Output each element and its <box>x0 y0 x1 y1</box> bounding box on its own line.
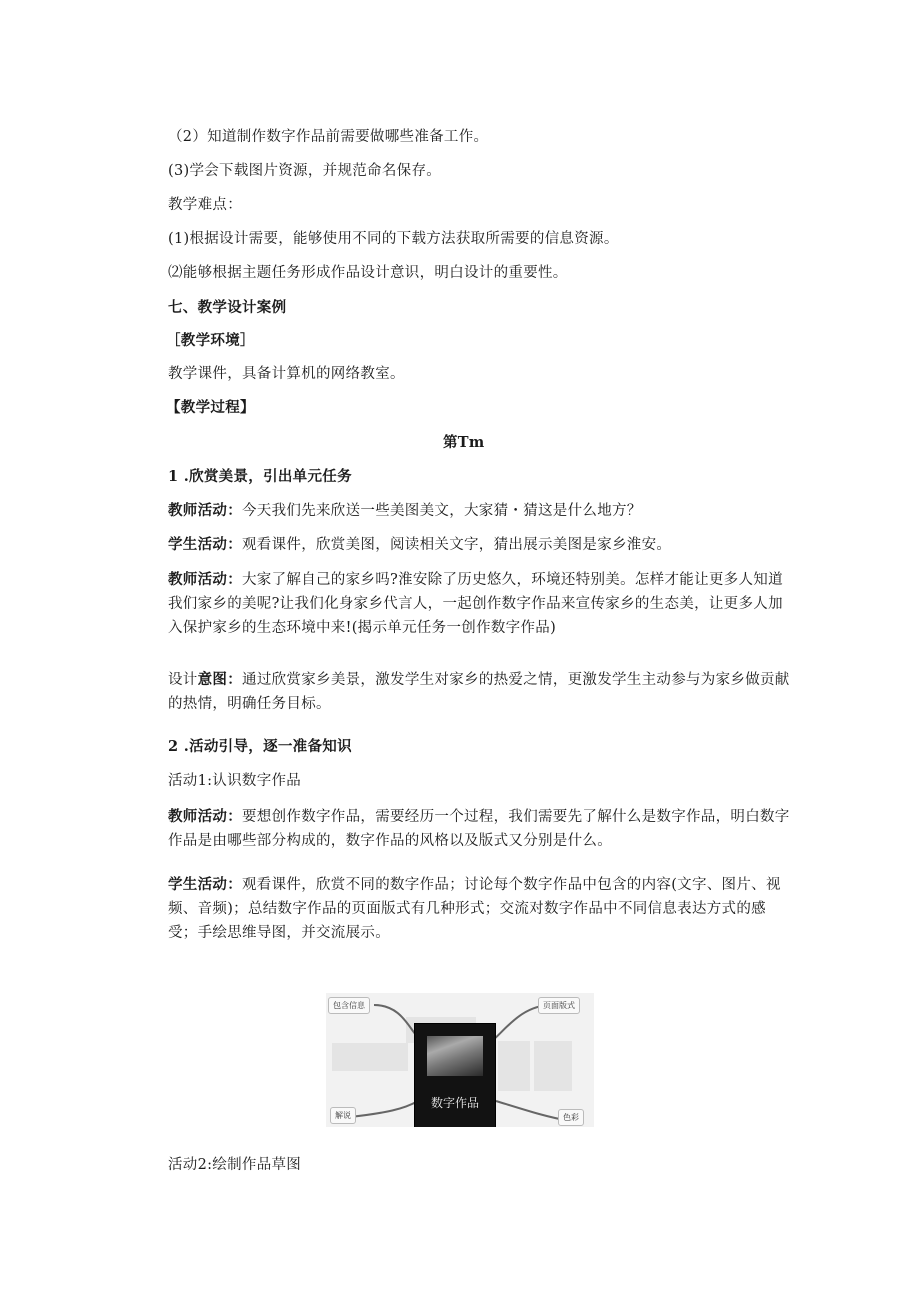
text-line: 教学难点： <box>168 197 242 213</box>
subsection-heading: 【教学过程】 <box>166 399 255 416</box>
paragraph-text: 要想创作数字作品，需要经历一个过程，我们需要先了解什么是数字作品，明白数字作品是由哪些部分构成的，数字作品的风格以及版式又分别是什么。 <box>168 809 790 849</box>
paragraph <box>168 568 790 640</box>
paragraph <box>168 668 790 716</box>
mindmap-node: 解说 <box>330 1107 356 1124</box>
step-heading: 1 .欣赏美景，引出单元任务 <box>168 468 352 485</box>
paragraph-label: 教师活动： <box>168 571 242 588</box>
paragraph-label: 教师活动： <box>168 502 242 519</box>
subsection-heading: ［教学环境］ <box>166 332 255 349</box>
mindmap-node: 包含信息 <box>328 997 370 1014</box>
text-line: （2）知道制作数字作品前需要做哪些准备工作。 <box>168 129 489 145</box>
paragraph-label: 意图： <box>197 671 243 688</box>
paragraph <box>168 535 671 555</box>
paragraph-text: 观看课件，欣赏不同的数字作品；讨论每个数字作品中包含的内容(文字、图片、视频、音频)；总结数字作品的页面版式有几种形式；交流对数字作品中不同信息表达方式的感受；手绘思维导图，并交流展示。 <box>168 877 781 941</box>
text-line: (3)学会下载图片资源，并规范命名保存。 <box>168 163 442 179</box>
paragraph <box>168 805 790 853</box>
paragraph-text: 观看课件，欣赏美图，阅读相关文字，猜出展示美图是家乡淮安。 <box>242 537 672 553</box>
mindmap-node: 页面版式 <box>538 997 580 1014</box>
paragraph-label: 学生活动： <box>168 876 242 893</box>
paragraph-label: 学生活动： <box>168 536 242 553</box>
mindmap-node: 色彩 <box>558 1109 584 1126</box>
paragraph-text: 大家了解自己的家乡吗?淮安除了历史悠久，环境还特别美。怎样才能让更多人知道我们家乡的美呢?让我们化身家乡代言人，一起创作数字作品来宣传家乡的生态美，让更多人加入保护家乡的生态环境中来!(揭示单元任务一创作数字作品) <box>168 572 783 636</box>
paragraph-prefix: 设计 <box>168 672 198 688</box>
activity-title: 活动2:绘制作品草图 <box>168 1157 302 1173</box>
section-heading: 七、教学设计案例 <box>168 299 287 316</box>
activity-title: 活动1:认识数字作品 <box>168 773 302 789</box>
paragraph <box>168 873 790 945</box>
paragraph <box>168 501 642 521</box>
step-heading: 2 .活动引导，逐一准备知识 <box>168 738 352 755</box>
paragraph-text: 通过欣赏家乡美景，激发学生对家乡的热爱之情，更激发学生主动参与为家乡做贡献的热情，明确任务目标。 <box>168 672 790 712</box>
text-line: 教学课件，具备计算机的网络教室。 <box>168 366 405 382</box>
text-line: ⑵能够根据主题任务形成作品设计意识，明白设计的重要性。 <box>168 265 568 281</box>
mindmap-image <box>326 993 594 1127</box>
text-line: (1)根据设计需要，能够使用不同的下载方法获取所需要的信息资源。 <box>168 231 619 247</box>
lesson-title: 第Tm <box>443 434 485 451</box>
mindmap-center <box>414 1023 496 1127</box>
landscape-photo <box>427 1036 483 1076</box>
paragraph-text: 今天我们先来欣送一些美图美文，大家猜・猜这是什么地方？ <box>242 503 642 519</box>
mindmap-center-label: 数字作品 <box>430 1096 479 1110</box>
paragraph-label: 教师活动： <box>168 808 242 825</box>
